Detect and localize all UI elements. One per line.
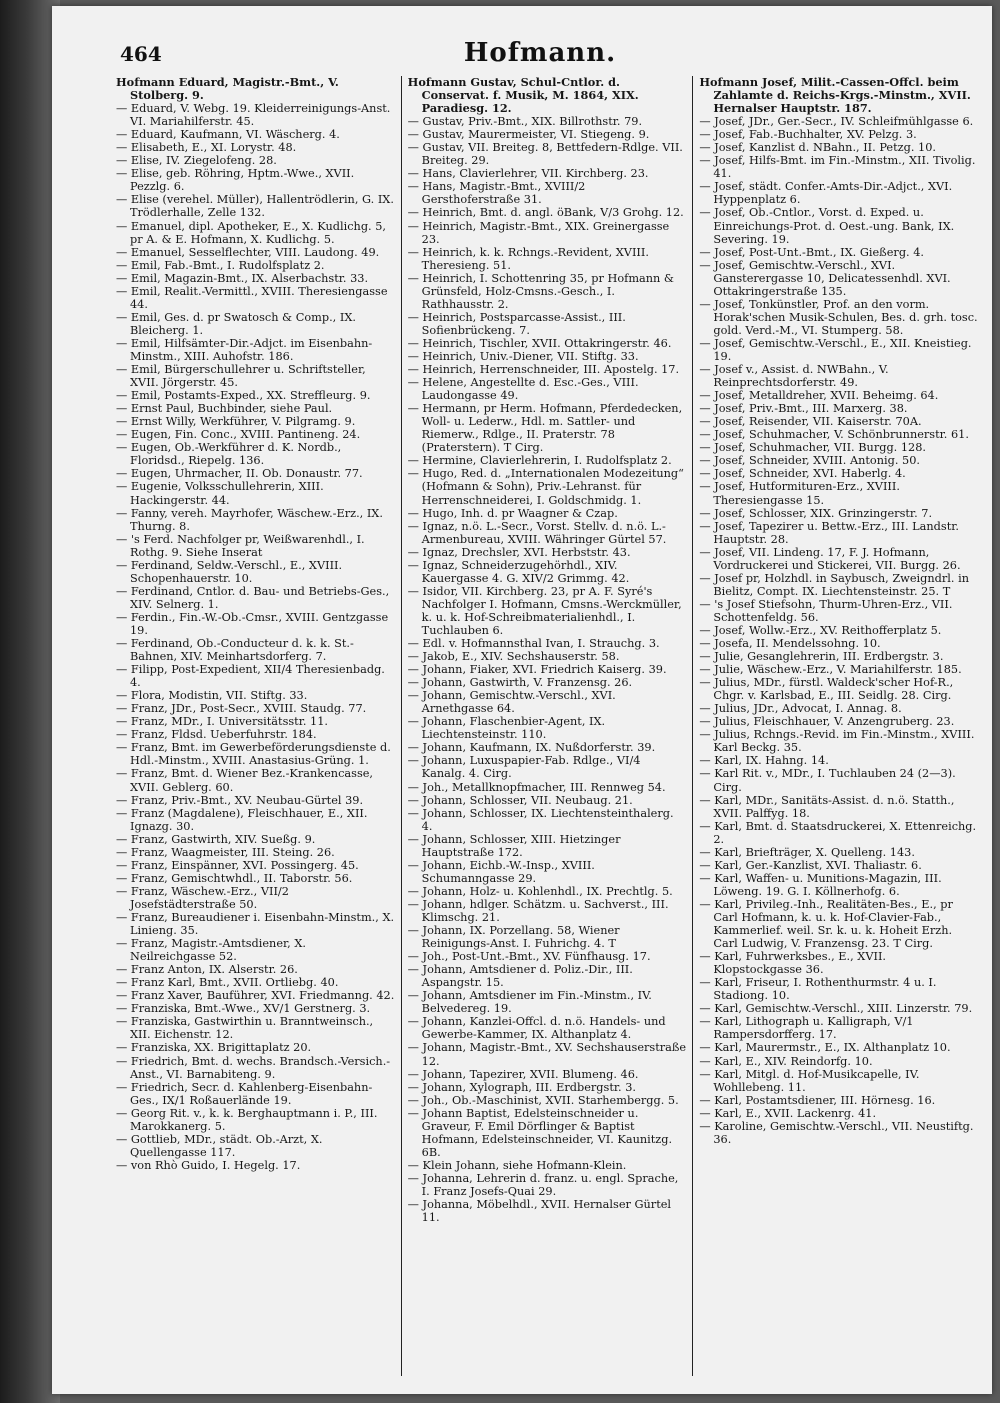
directory-entry: — Ignaz, Schneiderzugehörhdl., XIV. Kauergasse 4. G. XIV/2 Grimmg. 42. bbox=[407, 558, 630, 585]
directory-entry: — Edl. v. Hofmannsthal Ivan, I. Strauchg. 3. bbox=[407, 637, 660, 651]
directory-entry: — Josef, Gemischtw.-Verschl., XVI. Gansterergasse 10, Delicatessenhdl. XVI. Ottakringerstraße 135. bbox=[699, 258, 951, 298]
directory-entry: — Johann, Holz- u. Kohlenhdl., IX. Prechtlg. 5. bbox=[407, 884, 673, 898]
directory-entry: — Josef, Gemischtw.-Verschl., E., XII. Kneistieg. 19. bbox=[699, 336, 972, 363]
directory-entry: — Franz Anton, IX. Alserstr. 26. bbox=[116, 963, 298, 977]
directory-entry: — Karl, E., XVII. Lackenrg. 41. bbox=[699, 1106, 877, 1120]
directory-page bbox=[52, 6, 992, 1394]
directory-entry: — Franz, Fldsd. Ueberfuhrstr. 184. bbox=[116, 728, 317, 742]
page-title: Hofmann. bbox=[463, 38, 617, 68]
directory-entry: — Johann, Amtsdiener d. Poliz.-Dir., III. Aspangstr. 15. bbox=[407, 963, 633, 990]
directory-entry: — Emanuel, Sesselflechter, VIII. Laudong. 49. bbox=[116, 245, 380, 259]
directory-entry: — Emil, Ges. d. pr Swatosch & Comp., IX. Bleicherg. 1. bbox=[116, 310, 356, 337]
directory-entry: — Gustav, Priv.-Bmt., XIX. Billrothstr. 79. bbox=[407, 115, 643, 129]
directory-entry: Hofmann Eduard, Magistr.-Bmt., V. Stolberg. 9. bbox=[116, 76, 339, 103]
directory-entry: — Julius, MDr., fürstl. Waldeck'scher Hof-R., Chgr. v. Karlsbad, E., III. Seidlg. 28. Cirg. bbox=[699, 676, 954, 703]
directory-entry: — Elise, geb. Röhring, Hptm.-Wwe., XVII. Pezzlg. 6. bbox=[116, 167, 355, 194]
directory-entry: — Isidor, VII. Kirchberg. 23, pr A. F. Syré's Nachfolger I. Hofmann, Cmsns.-Werckmüller, k. u. k. Hof-Schreibmaterialienhdl., I. Tuchlauben 6. bbox=[407, 584, 682, 637]
directory-entry: — Johann, Schlosser, IX. Liechtensteinthalerg. 4. bbox=[407, 806, 674, 833]
directory-entry: — Johann, Schlosser, VII. Neubaug. 21. bbox=[407, 793, 633, 807]
directory-entry: — Friedrich, Secr. d. Kahlenberg-Eisenbahn-Ges., IX/1 Roßauerlände 19. bbox=[116, 1080, 373, 1107]
directory-entry: — Franz, Einspänner, XVI. Possingerg. 45. bbox=[116, 858, 359, 872]
directory-entry: — Josef, Schneider, XVI. Haberlg. 4. bbox=[699, 467, 906, 481]
page-header bbox=[110, 34, 970, 74]
directory-entry: — Johann, IX. Porzellang. 58, Wiener Reinigungs-Anst. I. Fuhrichg. 4. T bbox=[407, 924, 620, 951]
directory-entry: — Hans, Clavierlehrer, VII. Kirchberg. 23. bbox=[407, 167, 649, 181]
directory-entry: — Johann, Kaufmann, IX. Nußdorferstr. 39. bbox=[407, 741, 656, 755]
directory-entry: — Franz (Magdalene), Fleischhauer, E., XII. Ignazg. 30. bbox=[116, 806, 368, 833]
directory-entry: — Hans, Magistr.-Bmt., XVIII/2 Gersthoferstraße 31. bbox=[407, 180, 586, 207]
directory-entry: Hofmann Josef, Milit.-Cassen-Offcl. beim Zahlamte d. Reichs-Krgs.-Minstm., XVII. Hernalser Hauptstr. 187. bbox=[699, 76, 971, 116]
directory-entry: — Franz, Gastwirth, XIV. Sueßg. 9. bbox=[116, 832, 316, 846]
directory-entry: — Johann, Gemischtw.-Verschl., XVI. Arnethgasse 64. bbox=[407, 689, 616, 716]
directory-entry: — Fanny, vereh. Mayrhofer, Wäschew.-Erz., IX. Thurng. 8. bbox=[116, 506, 383, 533]
directory-entry: — Franz, MDr., I. Universitätsstr. 11. bbox=[116, 715, 329, 729]
directory-entry: — Franz, Wäschew.-Erz., VII/2 Josefstädterstraße 50. bbox=[116, 884, 289, 911]
directory-entry: — Emil, Bürgerschullehrer u. Schriftsteller, XVII. Jörgerstr. 45. bbox=[116, 363, 366, 390]
directory-entry: — Julius, Fleischhauer, V. Anzengruberg. 23. bbox=[699, 715, 955, 729]
directory-entry: — Karl, E., XIV. Reindorfg. 10. bbox=[699, 1054, 873, 1068]
directory-entry: — Gustav, VII. Breiteg. 8, Bettfedern-Rdlge. VII. Breiteg. 29. bbox=[407, 141, 683, 168]
directory-entry: — Johanna, Lehrerin d. franz. u. engl. Sprache, I. Franz Josefs-Quai 29. bbox=[407, 1171, 679, 1198]
directory-entry: — Julius, Rchngs.-Revid. im Fin.-Minstm., XVIII. Karl Beckg. 35. bbox=[699, 728, 975, 755]
directory-entry: — Josef, Metalldreher, XVII. Beheimg. 64. bbox=[699, 389, 939, 403]
directory-entry: — Johann, Kanzlei-Offcl. d. n.ö. Handels- und Gewerbe-Kammer, IX. Althanplatz 4. bbox=[407, 1015, 666, 1042]
directory-entry: — Julius, JDr., Advocat, I. Annag. 8. bbox=[699, 702, 902, 716]
directory-entry: — Josef, Schlosser, XIX. Grinzingerstr. 7. bbox=[699, 506, 933, 520]
directory-entry: — Josef, Tapezirer u. Bettw.-Erz., III. Landstr. Hauptstr. 28. bbox=[699, 519, 959, 546]
directory-entry: — Gustav, Maurermeister, VI. Stiegeng. 9. bbox=[407, 128, 650, 142]
directory-entry: — Josef, Schuhmacher, VII. Burgg. 128. bbox=[699, 441, 927, 455]
directory-entry: — Johann, Gastwirth, V. Franzensg. 26. bbox=[407, 676, 633, 690]
directory-entry: — Karl Rit. v., MDr., I. Tuchlauben 24 (2—3). Cirg. bbox=[699, 767, 956, 794]
directory-entry: — Karl, Maurermstr., E., IX. Althanplatz 10. bbox=[699, 1041, 951, 1055]
directory-entry: — Ferdinand, Seldw.-Verschl., E., XVIII. Schopenhauerstr. 10. bbox=[116, 558, 343, 585]
directory-entry: — Josef, Schuhmacher, V. Schönbrunnerstr. 61. bbox=[699, 428, 969, 442]
directory-entry: — Emil, Realit.-Vermittl., XVIII. Theresiengasse 44. bbox=[116, 284, 388, 311]
directory-entry: — Karl, IX. Hahng. 14. bbox=[699, 754, 829, 768]
directory-entry: — Josef, Post-Unt.-Bmt., IX. Gießerg. 4. bbox=[699, 245, 925, 259]
directory-entry: — Julie, Wäschew.-Erz., V. Mariahilferstr. 185. bbox=[699, 663, 962, 677]
directory-entry: — Josefa, II. Mendelssohng. 10. bbox=[699, 637, 881, 651]
directory-entry: — Heinrich, Tischler, XVII. Ottakringerstr. 46. bbox=[407, 336, 672, 350]
directory-entry: — Johann, Schlosser, XIII. Hietzinger Hauptstraße 172. bbox=[407, 832, 621, 859]
directory-entry: Hofmann Gustav, Schul-Cntlor. d. Conservat. f. Musik, M. 1864, XIX. Paradiesg. 12. bbox=[407, 76, 639, 116]
directory-entry: — Hermine, Clavierlehrerin, I. Rudolfsplatz 2. bbox=[407, 454, 672, 468]
directory-entry: — Elise, IV. Ziegelofeng. 28. bbox=[116, 154, 277, 168]
directory-entry: — Emanuel, dipl. Apotheker, E., X. Kudlichg. 5, pr A. & E. Hofmann, X. Kudlichg. 5. bbox=[116, 219, 387, 246]
directory-entry: — Franz, Magistr.-Amtsdiener, X. Neilreichgasse 52. bbox=[116, 937, 306, 964]
directory-entry: — Johann, Flaschenbier-Agent, IX. Liechtensteinstr. 110. bbox=[407, 715, 606, 742]
directory-entry: — Franz, Priv.-Bmt., XV. Neubau-Gürtel 39. bbox=[116, 793, 364, 807]
directory-entry: — von Rhò Guido, I. Hegelg. 17. bbox=[116, 1158, 301, 1172]
directory-entry: — Joh., Metallknopfmacher, III. Rennweg 54. bbox=[407, 780, 666, 794]
directory-entry: — Emil, Magazin-Bmt., IX. Alserbachstr. 33. bbox=[116, 271, 369, 285]
directory-entry: — Josef, JDr., Ger.-Secr., IV. Schleifmühlgasse 6. bbox=[699, 115, 974, 129]
directory-entry: — Emil, Fab.-Bmt., I. Rudolfsplatz 2. bbox=[116, 258, 325, 272]
directory-entry: — Karl, Friseur, I. Rothenthurmstr. 4 u. I. Stadiong. 10. bbox=[699, 976, 937, 1003]
directory-entry: — Joh., Post-Unt.-Bmt., XV. Fünfhausg. 17. bbox=[407, 950, 651, 964]
directory-entry: — Josef, städt. Confer.-Amts-Dir.-Adjct., XVI. Hyppenplatz 6. bbox=[699, 180, 953, 207]
directory-entry: — Franz, Bmt. im Gewerbeförderungsdienste d. Hdl.-Minstm., XVIII. Anastasius-Grüng. 1. bbox=[116, 741, 391, 768]
directory-entry: — Johann, Xylograph, III. Erdbergstr. 3. bbox=[407, 1080, 636, 1094]
directory-entry: — Franz, Gemischtwhdl., II. Taborstr. 56. bbox=[116, 871, 353, 885]
directory-entry: — Eduard, V. Webg. 19. Kleiderreinigungs-Anst. VI. Mariahilferstr. 45. bbox=[116, 102, 391, 129]
directory-entry: — Karl, MDr., Sanitäts-Assist. d. n.ö. Statth., XVII. Palffyg. 18. bbox=[699, 793, 955, 820]
directory-entry: — Eugen, Uhrmacher, II. Ob. Donaustr. 77. bbox=[116, 467, 363, 481]
directory-entry: — Flora, Modistin, VII. Stiftg. 33. bbox=[116, 689, 308, 703]
directory-entry: — Heinrich, Magistr.-Bmt., XIX. Greinergasse 23. bbox=[407, 219, 670, 246]
directory-entry: — Heinrich, Postsparcasse-Assist., III. Sofienbrückeng. 7. bbox=[407, 310, 626, 337]
directory-entry: — Hermann, pr Herm. Hofmann, Pferdedecken, Woll- u. Lederw., Hdl. m. Sattler- und Riemerw., Rdlge., II. Praterstr. 78 (Praterstern). T Cirg. bbox=[407, 402, 683, 455]
directory-entry: — Eugen, Fin. Conc., XVIII. Pantineng. 24. bbox=[116, 428, 361, 442]
directory-entry: — Ernst Willy, Werkführer, V. Pilgramg. 9. bbox=[116, 415, 356, 429]
directory-entry: — Johann Baptist, Edelsteinschneider u. Graveur, F. Emil Dörflinger & Baptist Hofmann, Edelsteinschneider, VI. Kaunitzg. 6B. bbox=[407, 1106, 673, 1159]
directory-entry: — Johanna, Möbelhdl., XVII. Hernalser Gürtel 11. bbox=[407, 1198, 672, 1225]
directory-entry: — Julie, Gesanglehrerin, III. Erdbergstr. 3. bbox=[699, 650, 944, 664]
directory-entry: — Hugo, Red. d. „Internationalen Modezeitung“ (Hofmann & Sohn), Priv.-Lehranst. für Herrenschneiderei, I. Goldschmidg. 1. bbox=[407, 467, 684, 507]
directory-entry: — Gottlieb, MDr., städt. Ob.-Arzt, X. Quellengasse 117. bbox=[116, 1132, 323, 1159]
directory-entry: — Johann, hdlger. Schätzm. u. Sachverst., III. Klimschg. 21. bbox=[407, 897, 669, 924]
directory-entry: — Franz, JDr., Post-Secr., XVIII. Staudg. 77. bbox=[116, 702, 367, 716]
directory-entry: — Josef, Reisender, VII. Kaiserstr. 70A. bbox=[699, 415, 922, 429]
directory-entry: — Josef, Priv.-Bmt., III. Marxerg. 38. bbox=[699, 402, 908, 416]
directory-entry: — Karl, Postamtsdiener, III. Hörnesg. 16. bbox=[699, 1093, 936, 1107]
directory-entry: — Karl, Mitgl. d. Hof-Musikcapelle, IV. Wohllebeng. 11. bbox=[699, 1067, 920, 1094]
directory-entry: — Karl, Fuhrwerksbes., E., XVII. Klopstockgasse 36. bbox=[699, 950, 887, 977]
directory-entry: — Karl, Briefträger, X. Quelleng. 143. bbox=[699, 845, 915, 859]
directory-entry: — Johann, Magistr.-Bmt., XV. Sechshauserstraße 12. bbox=[407, 1041, 687, 1068]
entry-columns bbox=[110, 76, 984, 1376]
directory-entry: — Elisabeth, E., XI. Lorystr. 48. bbox=[116, 141, 297, 155]
directory-entry: — Josef, Kanzlist d. NBahn., II. Petzg. 10. bbox=[699, 141, 936, 155]
directory-entry: — Eugen, Ob.-Werkführer d. K. Nordb., Floridsd., Riepelg. 136. bbox=[116, 441, 342, 468]
directory-entry: — Ignaz, n.ö. L.-Secr., Vorst. Stellv. d. n.ö. L.-Armenbureau, XVIII. Währinger Gürtel 57. bbox=[407, 519, 667, 546]
directory-entry: — Josef, Ob.-Cntlor., Vorst. d. Exped. u. Einreichungs-Prot. d. Oest.-ung. Bank, IX. Severing. 19. bbox=[699, 206, 955, 246]
entry-column-3 bbox=[692, 76, 984, 1376]
directory-entry: — Franz Karl, Bmt., XVII. Ortliebg. 40. bbox=[116, 976, 339, 990]
directory-entry: — Heinrich, I. Schottenring 35, pr Hofmann & Grünsfeld, Holz-Cmsns.-Gesch., I. Rathhausstr. 2. bbox=[407, 271, 674, 311]
directory-entry: — Ferdinand, Cntlor. d. Bau- und Betriebs-Ges., XIV. Selnerg. 1. bbox=[116, 584, 390, 611]
directory-entry: — Karoline, Gemischtw.-Verschl., VII. Neustiftg. 36. bbox=[699, 1119, 974, 1146]
directory-entry: — Josef, Schneider, XVIII. Antonig. 50. bbox=[699, 454, 920, 468]
directory-entry: — Franz, Waagmeister, III. Steing. 26. bbox=[116, 845, 335, 859]
directory-entry: — Elise (verehel. Müller), Hallentrödlerin, G. IX. Trödlerhalle, Zelle 132. bbox=[116, 193, 394, 220]
directory-entry: — Klein Johann, siehe Hofmann-Klein. bbox=[407, 1158, 627, 1172]
directory-entry: — Josef, Hilfs-Bmt. im Fin.-Minstm., XII. Tivolig. 41. bbox=[699, 154, 976, 181]
directory-entry: — Josef, Fab.-Buchhalter, XV. Pelzg. 3. bbox=[699, 128, 917, 142]
directory-entry: — Karl, Privileg.-Inh., Realitäten-Bes., E., pr Carl Hofmann, k. u. k. Hof-Clavier-Fab., Kammerlief. weil. Sr. k. u. k. Hoheit Erzh. Carl Ludwig, V. Franzensg. 23. T Cirg. bbox=[699, 897, 953, 951]
directory-entry: — Johann, Amtsdiener im Fin.-Minstm., IV. Belvedereg. 19. bbox=[407, 989, 652, 1016]
directory-entry: — Karl, Ger.-Kanzlist, XVI. Thaliastr. 6. bbox=[699, 858, 922, 872]
directory-entry: — Eugenie, Volksschullehrerin, XIII. Hackingerstr. 44. bbox=[116, 480, 324, 507]
directory-entry: — Franz, Bureaudiener i. Eisenbahn-Minstm., X. Linieng. 35. bbox=[116, 911, 395, 938]
directory-entry: — Karl, Gemischtw.-Verschl., XIII. Linzerstr. 79. bbox=[699, 1002, 973, 1016]
directory-entry: — Helene, Angestellte d. Esc.-Ges., VIII. Laudongasse 49. bbox=[407, 376, 639, 403]
directory-entry: — Franziska, Gastwirthin u. Branntweinsch., XII. Eichenstr. 12. bbox=[116, 1015, 374, 1042]
page-number: 464 bbox=[120, 42, 162, 66]
directory-entry: — Johann, Fiaker, XVI. Friedrich Kaiserg. 39. bbox=[407, 663, 667, 677]
directory-entry: — Ferdin., Fin.-W.-Ob.-Cmsr., XVIII. Gentzgasse 19. bbox=[116, 610, 389, 637]
directory-entry: — 's Ferd. Nachfolger pr, Weißwarenhdl., I. Rothg. 9. Siehe Inserat bbox=[116, 532, 365, 559]
directory-entry: — Filipp, Post-Expedient, XII/4 Theresienbadg. 4. bbox=[116, 663, 385, 690]
directory-entry: — Franz Xaver, Bauführer, XVI. Friedmanng. 42. bbox=[116, 989, 395, 1003]
directory-entry: — Johann, Tapezirer, XVII. Blumeng. 46. bbox=[407, 1067, 639, 1081]
directory-entry: — Karl, Lithograph u. Kalligraph, V/1 Rampersdorfferg. 17. bbox=[699, 1015, 914, 1042]
directory-entry: — Franziska, XX. Brigittaplatz 20. bbox=[116, 1041, 312, 1055]
directory-entry: — Heinrich, k. k. Rchngs.-Revident, XVIII. Theresieng. 51. bbox=[407, 245, 649, 272]
directory-entry: — Eduard, Kaufmann, VI. Wäscherg. 4. bbox=[116, 128, 340, 142]
directory-entry: — Josef, Tonkünstler, Prof. an den vorm. Horak'schen Musik-Schulen, Bes. d. grh. tosc. gold. Verd.-M., VI. Stumperg. 58. bbox=[699, 297, 978, 337]
directory-entry: — Hugo, Inh. d. pr Waagner & Czap. bbox=[407, 506, 618, 520]
directory-entry: — Johann, Luxuspapier-Fab. Rdlge., VI/4 Kanalg. 4. Cirg. bbox=[407, 754, 641, 781]
directory-entry: — Karl, Bmt. d. Staatsdruckerei, X. Ettenreichg. 2. bbox=[699, 819, 977, 846]
directory-entry: — Jakob, E., XIV. Sechshauserstr. 58. bbox=[407, 650, 620, 664]
directory-entry: — Heinrich, Univ.-Diener, VII. Stiftg. 33. bbox=[407, 349, 639, 363]
directory-entry: — Johann, Eichb.-W.-Insp., XVIII. Schumanngasse 29. bbox=[407, 858, 595, 885]
directory-entry: — Josef, VII. Lindeng. 17, F. J. Hofmann, Vordruckerei und Stickerei, VII. Burgg. 26. bbox=[699, 545, 961, 572]
directory-entry: — Emil, Postamts-Exped., XX. Streffleurg. 9. bbox=[116, 389, 371, 403]
directory-entry: — Heinrich, Herrenschneider, III. Apostelg. 17. bbox=[407, 363, 680, 377]
directory-entry: — Emil, Hilfsämter-Dir.-Adjct. im Eisenbahn-Minstm., XIII. Auhofstr. 186. bbox=[116, 336, 373, 363]
book-spine-shadow bbox=[0, 0, 60, 1403]
directory-entry: — Ferdinand, Ob.-Conducteur d. k. k. St.-Bahnen, XIV. Meinhartsdorferg. 7. bbox=[116, 637, 354, 664]
directory-entry: — Josef, Hutformituren-Erz., XVIII. Theresiengasse 15. bbox=[699, 480, 900, 507]
directory-entry: — Georg Rit. v., k. k. Berghauptmann i. P., III. Marokkanerg. 5. bbox=[116, 1106, 378, 1133]
directory-entry: — 's Josef Stiefsohn, Thurm-Uhren-Erz., VII. Schottenfeldg. 56. bbox=[699, 597, 953, 624]
directory-entry: — Josef, Wollw.-Erz., XV. Reithofferplatz 5. bbox=[699, 623, 942, 637]
directory-entry: — Ignaz, Drechsler, XVI. Herbststr. 43. bbox=[407, 545, 631, 559]
directory-entry: — Josef pr, Holzhdl. in Saybusch, Zweigndrl. in Bielitz, Compt. IX. Liechtensteinstr. 25. T bbox=[699, 571, 969, 598]
directory-entry: — Josef v., Assist. d. NWBahn., V. Reinprechtsdorferstr. 49. bbox=[699, 363, 889, 390]
directory-entry: — Franz, Bmt. d. Wiener Bez.-Krankencasse, XVII. Geblerg. 60. bbox=[116, 767, 374, 794]
directory-entry: — Karl, Waffen- u. Munitions-Magazin, III. Löweng. 19. G. I. Köllnerhofg. 6. bbox=[699, 871, 942, 898]
directory-entry: — Franziska, Bmt.-Wwe., XV/1 Gerstnerg. 3. bbox=[116, 1002, 371, 1016]
entry-column-2 bbox=[401, 76, 693, 1376]
entry-column-1 bbox=[110, 76, 401, 1376]
directory-entry: — Ernst Paul, Buchbinder, siehe Paul. bbox=[116, 402, 333, 416]
directory-entry: — Heinrich, Bmt. d. angl. öBank, V/3 Grohg. 12. bbox=[407, 206, 684, 220]
directory-entry: — Joh., Ob.-Maschinist, XVII. Starhembergg. 5. bbox=[407, 1093, 679, 1107]
directory-entry: — Friedrich, Bmt. d. wechs. Brandsch.-Versich.-Anst., VI. Barnabiteng. 9. bbox=[116, 1054, 391, 1081]
